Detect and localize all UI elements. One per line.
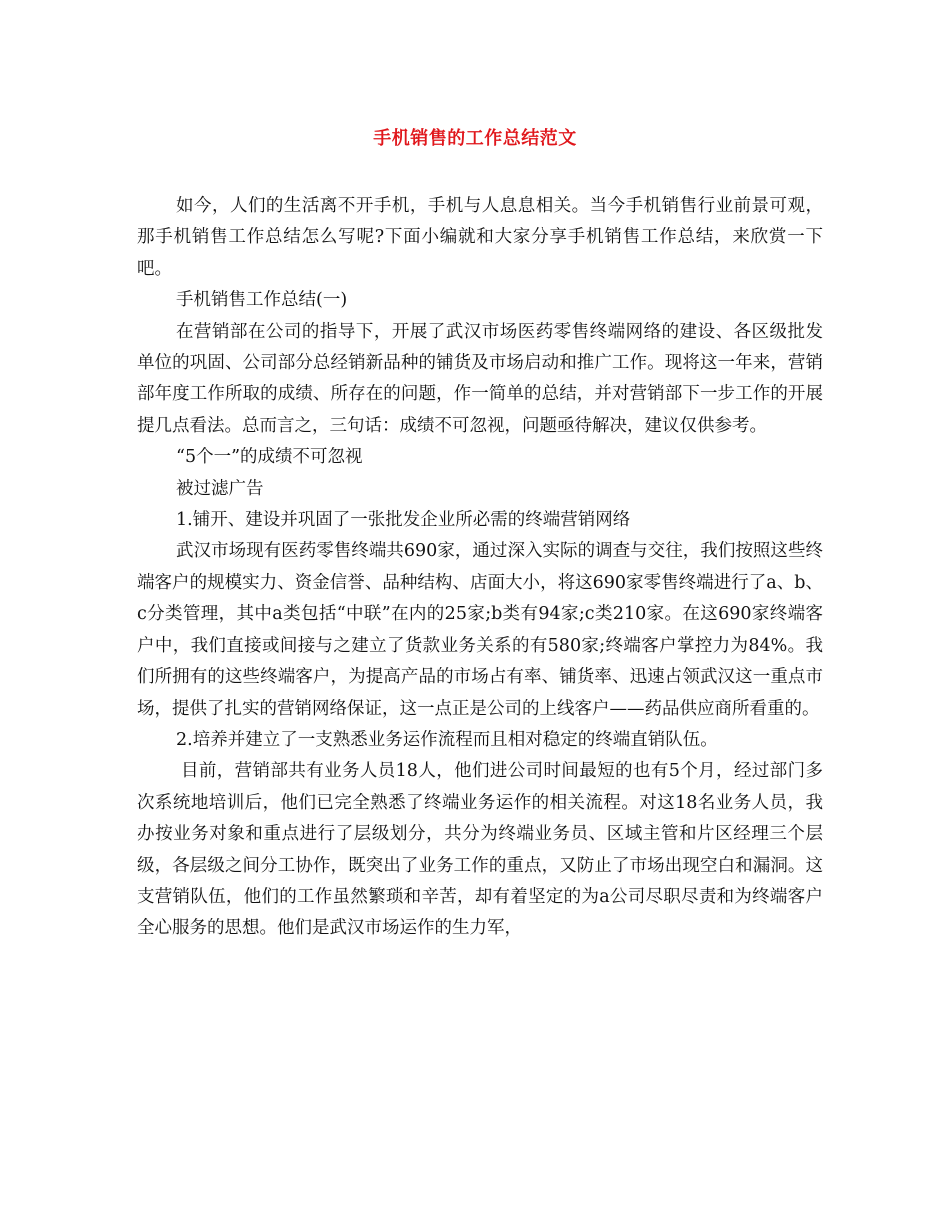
document-body — [137, 191, 823, 945]
filtered-ad-note: 被过滤广告 — [176, 478, 264, 499]
paragraph-overview: 在营销部在公司的指导下，开展了武汉市场医药零售终端网络的建设、各区级批发单位的巩固、公司部分总经销新品种的铺货及市场启动和推广工作。现将这一年来，营销部年度工作所取的成绩、所存在的问题，作一简单的总结，并对营销部下一步工作的开展提几点看法。总而言之，三句话：成绩不可忽视，问题亟待解决，建议仅供参考。 — [137, 321, 823, 436]
paragraph-intro: 如今，人们的生活离不开手机，手机与人息息相关。当今手机销售行业前景可观，那手机销售工作总结怎么写呢?下面小编就和大家分享手机销售工作总结，来欣赏一下吧。 — [137, 196, 823, 279]
point-heading-1: 1.铺开、建设并巩固了一张批发企业所必需的终端营销网络 — [176, 510, 631, 531]
paragraph-team: 目前，营销部共有业务人员18人，他们进公司时间最短的也有5个月，经过部门多次系统地培训后，他们已完全熟悉了终端业务运作的相关流程。对这18名业务人员，我办按业务对象和重点进行了层级划分，共分为终端业务员、区域主管和片区经理三个层级，各层级之间分工协作，既突出了业务工作的重点，又防止了市场出现空白和漏洞。这支营销队伍，他们的工作虽然繁琐和辛苦，却有着坚定的为a公司尽职尽责和为终端客户全心服务的思想。他们是武汉市场运作的生力军， — [137, 761, 823, 939]
point-heading-2: 2.培养并建立了一支熟悉业务运作流程而且相对稳定的终端直销队伍。 — [176, 729, 718, 750]
document-title: 手机销售的工作总结范文 — [373, 128, 577, 149]
subheading-achievements: “5个一”的成绩不可忽视 — [176, 447, 363, 468]
paragraph-network: 武汉市场现有医药零售终端共690家，通过深入实际的调查与交往，我们按照这些终端客户的规模实力、资金信誉、品种结构、店面大小，将这690家零售终端进行了a、b、c分类管理，其中a类包括“中联”在内的25家;b类有94家;c类210家。在这690家终端客户中，我们直接或间接与之建立了货款业务关系的有580家;终端客户掌控力为84%。我们所拥有的这些终端客户，为提高产品的市场占有率、铺货率、迅速占领武汉这一重点市场，提供了扎实的营销网络保证，这一点正是公司的上线客户——药品供应商所看重的。 — [137, 541, 823, 719]
section-heading: 手机销售工作总结(一) — [176, 290, 348, 311]
